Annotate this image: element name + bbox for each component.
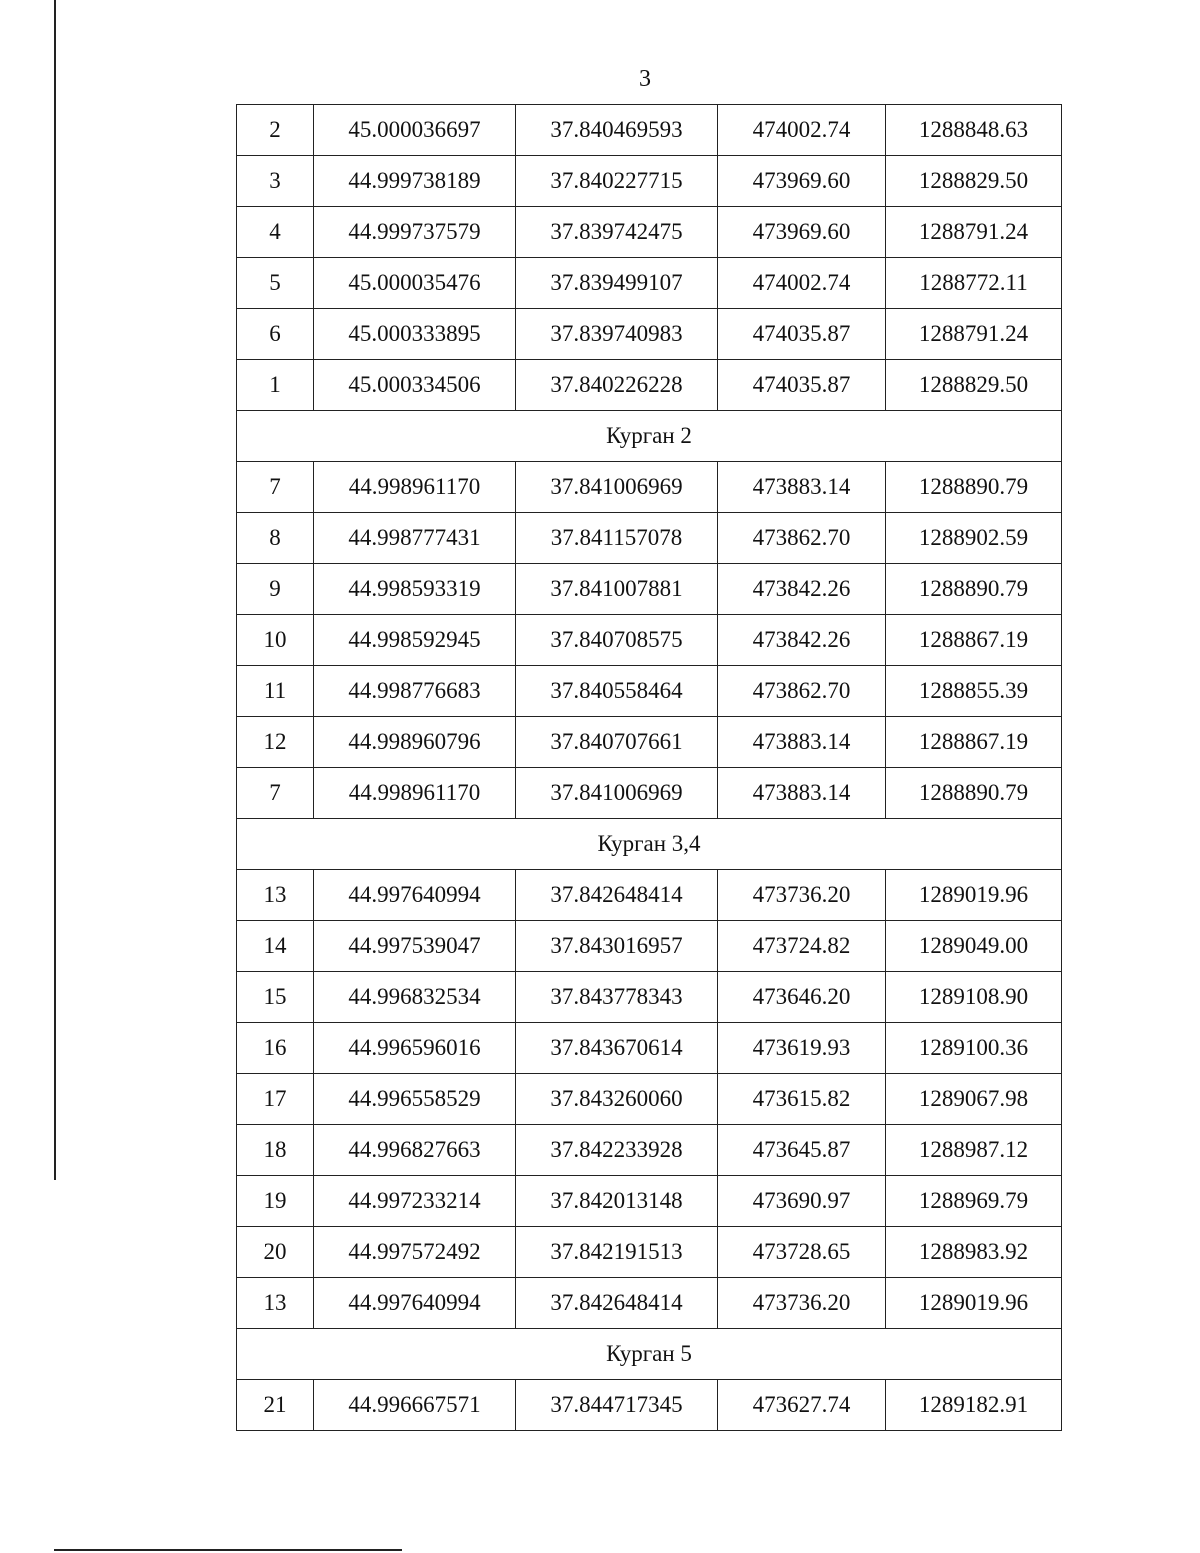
y-coordinate-cell: 1288791.24 xyxy=(886,207,1062,258)
x-coordinate-cell: 473619.93 xyxy=(718,1023,886,1074)
point-number-cell: 14 xyxy=(237,921,314,972)
y-coordinate-cell: 1289108.90 xyxy=(886,972,1062,1023)
x-coordinate-cell: 473645.87 xyxy=(718,1125,886,1176)
latitude-cell: 45.000036697 xyxy=(314,105,516,156)
latitude-cell: 44.997640994 xyxy=(314,870,516,921)
latitude-cell: 44.996832534 xyxy=(314,972,516,1023)
y-coordinate-cell: 1289100.36 xyxy=(886,1023,1062,1074)
point-number-cell: 6 xyxy=(237,309,314,360)
longitude-cell: 37.840558464 xyxy=(516,666,718,717)
y-coordinate-cell: 1289049.00 xyxy=(886,921,1062,972)
longitude-cell: 37.843016957 xyxy=(516,921,718,972)
longitude-cell: 37.840469593 xyxy=(516,105,718,156)
left-margin-line xyxy=(54,0,56,1180)
section-title: Курган 5 xyxy=(237,1329,1062,1380)
point-number-cell: 10 xyxy=(237,615,314,666)
y-coordinate-cell: 1288890.79 xyxy=(886,768,1062,819)
table-row xyxy=(237,870,1062,921)
x-coordinate-cell: 473883.14 xyxy=(718,717,886,768)
y-coordinate-cell: 1288829.50 xyxy=(886,156,1062,207)
latitude-cell: 45.000333895 xyxy=(314,309,516,360)
y-coordinate-cell: 1288867.19 xyxy=(886,717,1062,768)
section-header-row xyxy=(237,1329,1062,1380)
table-row xyxy=(237,1074,1062,1125)
x-coordinate-cell: 473724.82 xyxy=(718,921,886,972)
table-row xyxy=(237,768,1062,819)
longitude-cell: 37.840227715 xyxy=(516,156,718,207)
point-number-cell: 15 xyxy=(237,972,314,1023)
y-coordinate-cell: 1288855.39 xyxy=(886,666,1062,717)
section-title: Курган 3,4 xyxy=(237,819,1062,870)
x-coordinate-cell: 473736.20 xyxy=(718,870,886,921)
table-row xyxy=(237,615,1062,666)
y-coordinate-cell: 1288890.79 xyxy=(886,564,1062,615)
y-coordinate-cell: 1288848.63 xyxy=(886,105,1062,156)
latitude-cell: 44.997539047 xyxy=(314,921,516,972)
x-coordinate-cell: 473969.60 xyxy=(718,207,886,258)
x-coordinate-cell: 474002.74 xyxy=(718,258,886,309)
latitude-cell: 44.996596016 xyxy=(314,1023,516,1074)
latitude-cell: 44.997640994 xyxy=(314,1278,516,1329)
longitude-cell: 37.842233928 xyxy=(516,1125,718,1176)
y-coordinate-cell: 1288983.92 xyxy=(886,1227,1062,1278)
table-row xyxy=(237,360,1062,411)
latitude-cell: 44.999738189 xyxy=(314,156,516,207)
latitude-cell: 44.997572492 xyxy=(314,1227,516,1278)
y-coordinate-cell: 1288791.24 xyxy=(886,309,1062,360)
longitude-cell: 37.842191513 xyxy=(516,1227,718,1278)
point-number-cell: 9 xyxy=(237,564,314,615)
table-row xyxy=(237,717,1062,768)
x-coordinate-cell: 473728.65 xyxy=(718,1227,886,1278)
page-number: 3 xyxy=(639,66,651,92)
longitude-cell: 37.840708575 xyxy=(516,615,718,666)
table-row xyxy=(237,1380,1062,1431)
table-row xyxy=(237,1227,1062,1278)
table-row xyxy=(237,156,1062,207)
longitude-cell: 37.843670614 xyxy=(516,1023,718,1074)
x-coordinate-cell: 474035.87 xyxy=(718,309,886,360)
point-number-cell: 7 xyxy=(237,768,314,819)
latitude-cell: 44.996667571 xyxy=(314,1380,516,1431)
section-header-row xyxy=(237,411,1062,462)
point-number-cell: 11 xyxy=(237,666,314,717)
latitude-cell: 44.998960796 xyxy=(314,717,516,768)
longitude-cell: 37.842648414 xyxy=(516,1278,718,1329)
y-coordinate-cell: 1289182.91 xyxy=(886,1380,1062,1431)
point-number-cell: 13 xyxy=(237,1278,314,1329)
table-row xyxy=(237,1176,1062,1227)
latitude-cell: 44.998961170 xyxy=(314,768,516,819)
table-row xyxy=(237,921,1062,972)
latitude-cell: 45.000334506 xyxy=(314,360,516,411)
y-coordinate-cell: 1288829.50 xyxy=(886,360,1062,411)
coordinates-table-body xyxy=(237,105,1062,1431)
x-coordinate-cell: 473883.14 xyxy=(718,768,886,819)
point-number-cell: 21 xyxy=(237,1380,314,1431)
longitude-cell: 37.842648414 xyxy=(516,870,718,921)
latitude-cell: 44.998593319 xyxy=(314,564,516,615)
latitude-cell: 44.996558529 xyxy=(314,1074,516,1125)
x-coordinate-cell: 474002.74 xyxy=(718,105,886,156)
table-row xyxy=(237,513,1062,564)
point-number-cell: 16 xyxy=(237,1023,314,1074)
longitude-cell: 37.843778343 xyxy=(516,972,718,1023)
longitude-cell: 37.840707661 xyxy=(516,717,718,768)
longitude-cell: 37.844717345 xyxy=(516,1380,718,1431)
longitude-cell: 37.841006969 xyxy=(516,768,718,819)
point-number-cell: 8 xyxy=(237,513,314,564)
table-row xyxy=(237,564,1062,615)
x-coordinate-cell: 473627.74 xyxy=(718,1380,886,1431)
y-coordinate-cell: 1288902.59 xyxy=(886,513,1062,564)
y-coordinate-cell: 1289019.96 xyxy=(886,870,1062,921)
x-coordinate-cell: 473736.20 xyxy=(718,1278,886,1329)
latitude-cell: 44.998961170 xyxy=(314,462,516,513)
point-number-cell: 5 xyxy=(237,258,314,309)
y-coordinate-cell: 1288969.79 xyxy=(886,1176,1062,1227)
coordinates-table xyxy=(236,104,1062,1431)
y-coordinate-cell: 1289067.98 xyxy=(886,1074,1062,1125)
longitude-cell: 37.842013148 xyxy=(516,1176,718,1227)
x-coordinate-cell: 473615.82 xyxy=(718,1074,886,1125)
longitude-cell: 37.841006969 xyxy=(516,462,718,513)
point-number-cell: 17 xyxy=(237,1074,314,1125)
point-number-cell: 19 xyxy=(237,1176,314,1227)
latitude-cell: 45.000035476 xyxy=(314,258,516,309)
point-number-cell: 4 xyxy=(237,207,314,258)
longitude-cell: 37.841157078 xyxy=(516,513,718,564)
table-row xyxy=(237,309,1062,360)
latitude-cell: 44.998776683 xyxy=(314,666,516,717)
longitude-cell: 37.840226228 xyxy=(516,360,718,411)
y-coordinate-cell: 1288987.12 xyxy=(886,1125,1062,1176)
longitude-cell: 37.839740983 xyxy=(516,309,718,360)
x-coordinate-cell: 474035.87 xyxy=(718,360,886,411)
latitude-cell: 44.999737579 xyxy=(314,207,516,258)
footnote-rule xyxy=(54,1549,402,1551)
point-number-cell: 18 xyxy=(237,1125,314,1176)
latitude-cell: 44.997233214 xyxy=(314,1176,516,1227)
table-row xyxy=(237,1023,1062,1074)
point-number-cell: 1 xyxy=(237,360,314,411)
latitude-cell: 44.998592945 xyxy=(314,615,516,666)
latitude-cell: 44.998777431 xyxy=(314,513,516,564)
table-row xyxy=(237,207,1062,258)
y-coordinate-cell: 1289019.96 xyxy=(886,1278,1062,1329)
x-coordinate-cell: 473862.70 xyxy=(718,513,886,564)
section-title: Курган 2 xyxy=(237,411,1062,462)
latitude-cell: 44.996827663 xyxy=(314,1125,516,1176)
longitude-cell: 37.843260060 xyxy=(516,1074,718,1125)
x-coordinate-cell: 473862.70 xyxy=(718,666,886,717)
table-row xyxy=(237,1125,1062,1176)
table-row xyxy=(237,462,1062,513)
x-coordinate-cell: 473842.26 xyxy=(718,564,886,615)
table-row xyxy=(237,1278,1062,1329)
x-coordinate-cell: 473646.20 xyxy=(718,972,886,1023)
point-number-cell: 2 xyxy=(237,105,314,156)
point-number-cell: 3 xyxy=(237,156,314,207)
longitude-cell: 37.839742475 xyxy=(516,207,718,258)
point-number-cell: 20 xyxy=(237,1227,314,1278)
x-coordinate-cell: 473883.14 xyxy=(718,462,886,513)
longitude-cell: 37.841007881 xyxy=(516,564,718,615)
longitude-cell: 37.839499107 xyxy=(516,258,718,309)
section-header-row xyxy=(237,819,1062,870)
y-coordinate-cell: 1288890.79 xyxy=(886,462,1062,513)
point-number-cell: 13 xyxy=(237,870,314,921)
point-number-cell: 7 xyxy=(237,462,314,513)
table-row xyxy=(237,105,1062,156)
x-coordinate-cell: 473842.26 xyxy=(718,615,886,666)
x-coordinate-cell: 473969.60 xyxy=(718,156,886,207)
y-coordinate-cell: 1288772.11 xyxy=(886,258,1062,309)
x-coordinate-cell: 473690.97 xyxy=(718,1176,886,1227)
table-row xyxy=(237,972,1062,1023)
point-number-cell: 12 xyxy=(237,717,314,768)
y-coordinate-cell: 1288867.19 xyxy=(886,615,1062,666)
table-row xyxy=(237,666,1062,717)
table-row xyxy=(237,258,1062,309)
